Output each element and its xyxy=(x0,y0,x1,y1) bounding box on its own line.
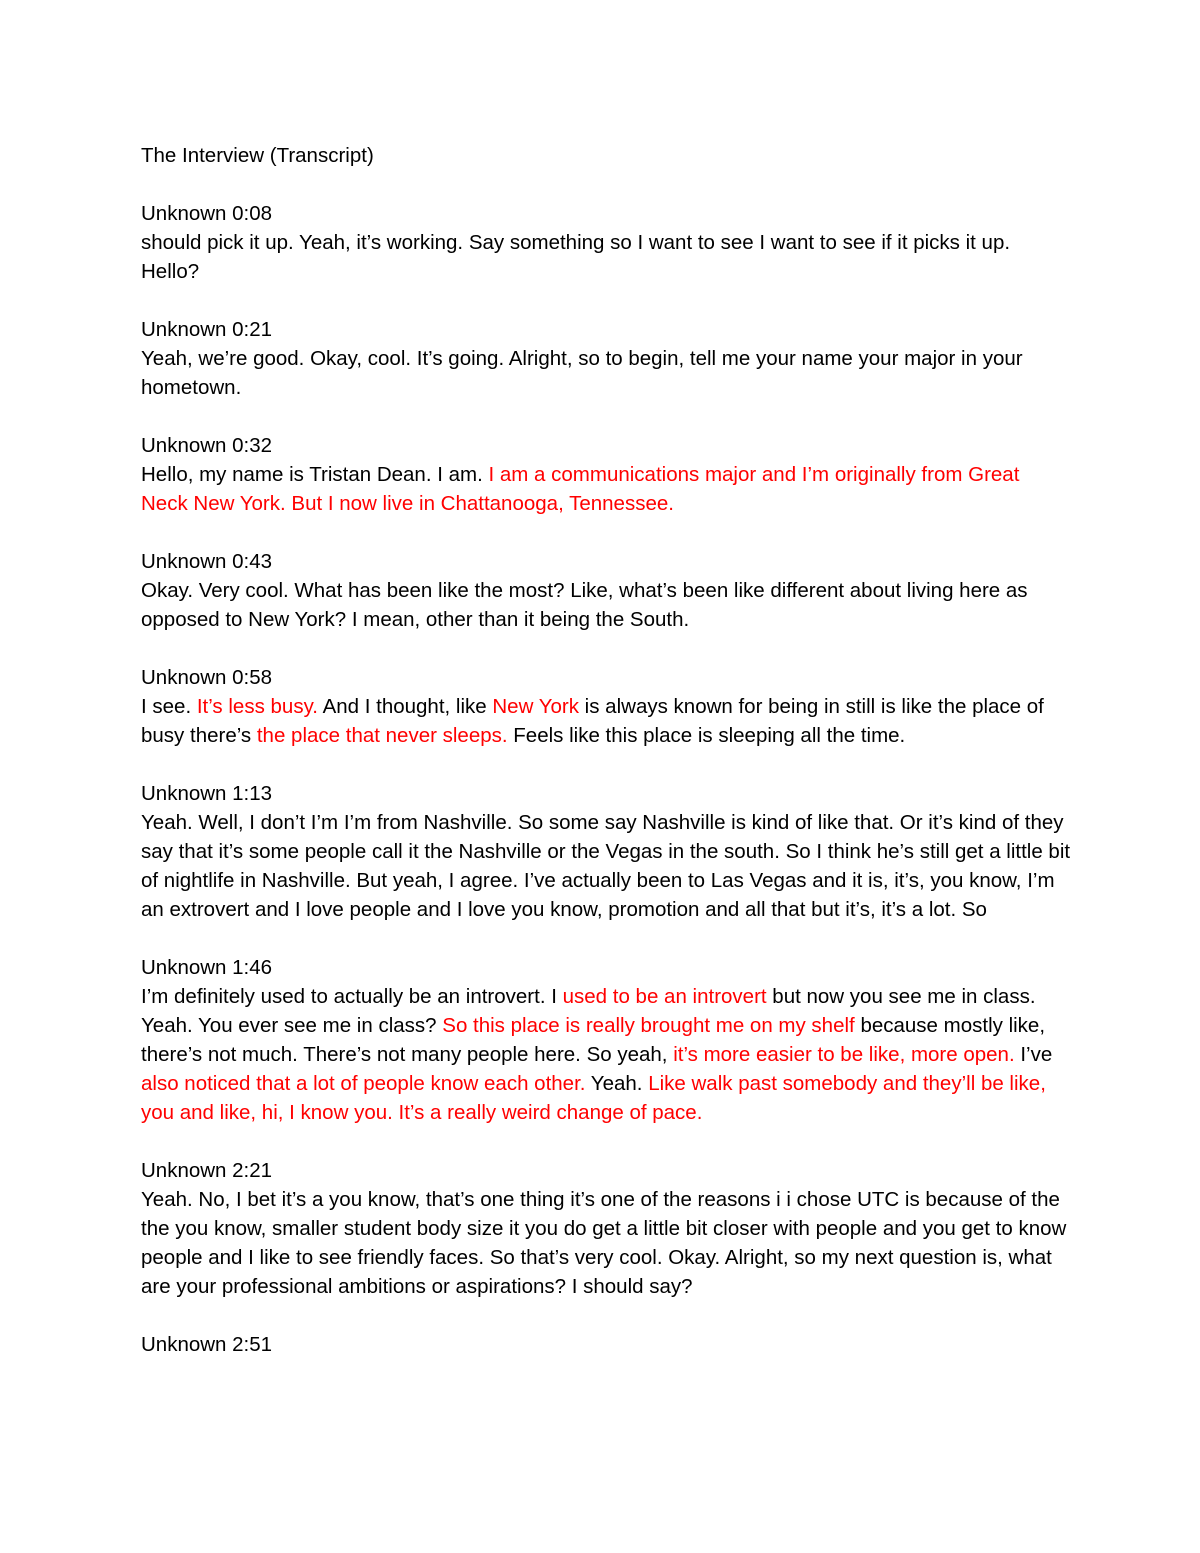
highlighted-text: it’s more easier to be like, more open. xyxy=(673,1043,1015,1066)
highlighted-text: used to be an introvert xyxy=(562,985,767,1008)
transcript-entry xyxy=(141,663,1071,750)
utterance-segment: should pick it up. Yeah, it’s working. Say something so I want to see I want to see if it picks it up. Hello? xyxy=(141,231,1011,283)
utterance-text xyxy=(141,576,1071,634)
transcript-entry xyxy=(141,1330,1071,1359)
transcript-entry xyxy=(141,431,1071,518)
speaker-label: Unknown 1:13 xyxy=(141,782,273,805)
utterance-segment: Yeah, we’re good. Okay, cool. It’s going. Alright, so to begin, tell me your name your major in your hometown. xyxy=(141,347,1023,399)
transcript-entry xyxy=(141,1156,1071,1301)
utterance-segment: Okay. Very cool. What has been like the most? Like, what’s been like different about living here as opposed to New York? I mean, other than it being the South. xyxy=(141,579,1028,631)
utterance-segment: I’ve xyxy=(1014,1043,1053,1066)
highlighted-text: also noticed that a lot of people know each other. xyxy=(141,1072,586,1095)
document-title: The Interview (Transcript) xyxy=(141,144,374,167)
highlighted-text: New York xyxy=(492,695,579,718)
utterance-text xyxy=(141,228,1071,286)
speaker-label: Unknown 1:46 xyxy=(141,956,273,979)
speaker-label: Unknown 0:21 xyxy=(141,318,273,341)
transcript-entry xyxy=(141,779,1071,924)
speaker-label: Unknown 0:58 xyxy=(141,666,273,689)
utterance-segment: Yeah. xyxy=(585,1072,649,1095)
speaker-label: Unknown 2:51 xyxy=(141,1333,273,1356)
speaker-label: Unknown 0:43 xyxy=(141,550,273,573)
transcript-entry xyxy=(141,547,1071,634)
speaker-label: Unknown 0:08 xyxy=(141,202,273,225)
highlighted-text: the place that never sleeps. xyxy=(256,724,508,747)
transcript-entry xyxy=(141,315,1071,402)
transcript-entry xyxy=(141,953,1071,1127)
utterance-text xyxy=(141,692,1071,750)
highlighted-text: So this place is really brought me on my shelf xyxy=(442,1014,855,1037)
transcript-entry xyxy=(141,199,1071,286)
utterance-segment: is always known for being in still is like the place of busy there’s xyxy=(141,695,1044,747)
highlighted-text: Like walk past somebody and they’ll be like, you and like, hi, I know you. It’s a really weird change of pace. xyxy=(141,1072,1046,1124)
utterance-text xyxy=(141,808,1071,924)
utterance-segment: because mostly like, there’s not much. There’s not many people here. So yeah, xyxy=(141,1014,1046,1066)
utterance-segment: Yeah. No, I bet it’s a you know, that’s one thing it’s one of the reasons i i chose UTC is because of the the you know, smaller student body size it you do get a little bit closer with people and you get to know people and I like to see friendly faces. So that’s very cool. Okay. Alright, so my next question is, what are your professional ambitions or aspirations? I should say? xyxy=(141,1188,1067,1298)
utterance-segment: Hello, my name is Tristan Dean. I am. xyxy=(141,463,489,486)
highlighted-text: It’s less busy. xyxy=(196,695,318,718)
utterance-text xyxy=(141,344,1071,402)
utterance-text xyxy=(141,1185,1071,1301)
utterance-segment: I see. xyxy=(141,695,197,718)
utterance-segment: Yeah. Well, I don’t I’m I’m from Nashville. So some say Nashville is kind of like that. Or it’s kind of they say that it’s some people call it the Nashville or the Vegas in the south. So I think he’s still get a little bit of nightlife in Nashville. But yeah, I agree. I’ve actually been to Las Vegas and it is, it’s, you know, I’m an extrovert and I love people and I love you know, promotion and all that but it’s, it’s a lot. So xyxy=(141,811,1071,921)
speaker-label: Unknown 0:32 xyxy=(141,434,273,457)
highlighted-text: I am a communications major and I’m originally from Great Neck New York. But I now live in Chattanooga, Tennessee. xyxy=(141,463,1020,515)
utterance-text xyxy=(141,460,1071,518)
speaker-label: Unknown 2:21 xyxy=(141,1159,273,1182)
transcript-entries xyxy=(141,199,1071,1359)
document-body xyxy=(141,141,1071,1388)
utterance-segment: And I thought, like xyxy=(318,695,493,718)
utterance-text xyxy=(141,982,1071,1127)
utterance-segment: but now you see me in class. Yeah. You ever see me in class? xyxy=(141,985,1036,1037)
utterance-segment: I’m definitely used to actually be an introvert. I xyxy=(141,985,563,1008)
utterance-segment: Feels like this place is sleeping all the time. xyxy=(507,724,906,747)
